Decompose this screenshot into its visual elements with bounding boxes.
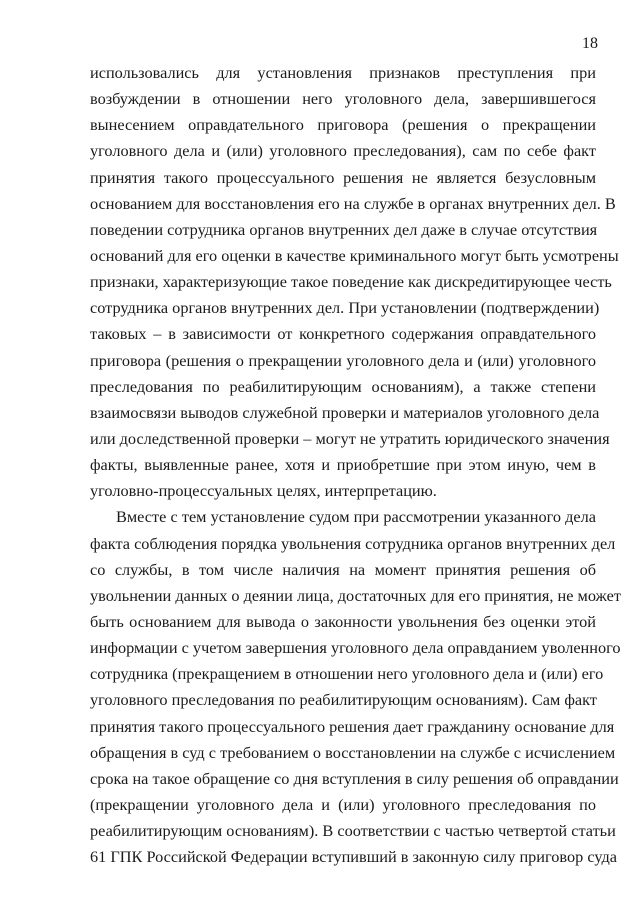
text-line: или доследственной проверки – могут не утратить юридического значения [90, 428, 610, 448]
text-line: принятия такого процессуального решения дает гражданину основание для [90, 716, 615, 736]
text-line: оснований для его оценки в качестве криминального могут быть усмотрены [90, 245, 619, 265]
text-line: уголовного преследования по реабилитирующим основаниям). Сам факт [90, 690, 597, 710]
text-line: увольнении данных о деянии лица, достаточных для его принятия, не может [90, 585, 621, 605]
paragraph-1 [90, 60, 619, 504]
text-line: возбуждении в отношении него уголовного дела, завершившегося [90, 89, 596, 109]
text-line: обращения в суд с требованием о восстановлении на службе с исчислением [90, 742, 616, 762]
text-line: факта соблюдения порядка увольнения сотрудника органов внутренних дел [90, 533, 616, 553]
text-line: реабилитирующим основаниям). В соответствии с частью четвертой статьи [90, 821, 616, 841]
text-line: поведении сотрудника органов внутренних дел даже в случае отсутствия [90, 219, 598, 239]
text-line: уголовно-процессуальных целях, интерпретацию. [90, 481, 437, 501]
text-line: взаимосвязи выводов служебной проверки и материалов уголовного дела [90, 402, 600, 422]
text-line: использовались для установления признаков преступления при [90, 63, 596, 82]
text-line: сотрудника органов внутренних дел. При установлении (подтверждении) [90, 298, 600, 318]
text-line: со службы, в том числе наличия на момент принятия решения об [90, 559, 596, 579]
text-line: 61 ГПК Российской Федерации вступивший в законную силу приговор суда [90, 847, 617, 867]
text-line: срока на такое обращение со дня вступления в силу решения об оправдании [90, 768, 619, 788]
text-line: принятия такого процессуального решения не является безусловным [90, 167, 596, 187]
text-line: Вместе с тем установление судом при рассмотрении указанного дела [116, 507, 596, 527]
text-line: уголовного дела и (или) уголовного преследования), сам по себе факт [90, 141, 596, 161]
text-line: признаки, характеризующие такое поведение как дискредитирующее честь [90, 272, 612, 292]
text-line: факты, выявленные ранее, хотя и приобретшие при этом иную, чем в [90, 455, 596, 475]
text-line: основанием для восстановления его на службе в органах внутренних дел. В [90, 193, 616, 213]
text-line: вынесением оправдательного приговора (решения о прекращении [90, 115, 596, 135]
text-line: быть основанием для вывода о законности увольнения без оценки этой [90, 611, 596, 631]
text-line: сотрудника (прекращением в отношении него уголовного дела и (или) его [90, 664, 604, 684]
text-line: информации с учетом завершения уголовного дела оправданием уволенного [90, 638, 621, 658]
text-line: таковых – в зависимости от конкретного содержания оправдательного [90, 324, 596, 344]
document-body [90, 60, 621, 870]
text-line: преследования по реабилитирующим основаниям), а также степени [90, 376, 596, 396]
paragraph-2 [90, 504, 621, 870]
text-line: (прекращении уголовного дела и (или) уголовного преследования по [90, 794, 596, 814]
page-number: 18 [582, 35, 598, 52]
text-line: приговора (решения о прекращении уголовного дела и (или) уголовного [90, 350, 596, 370]
